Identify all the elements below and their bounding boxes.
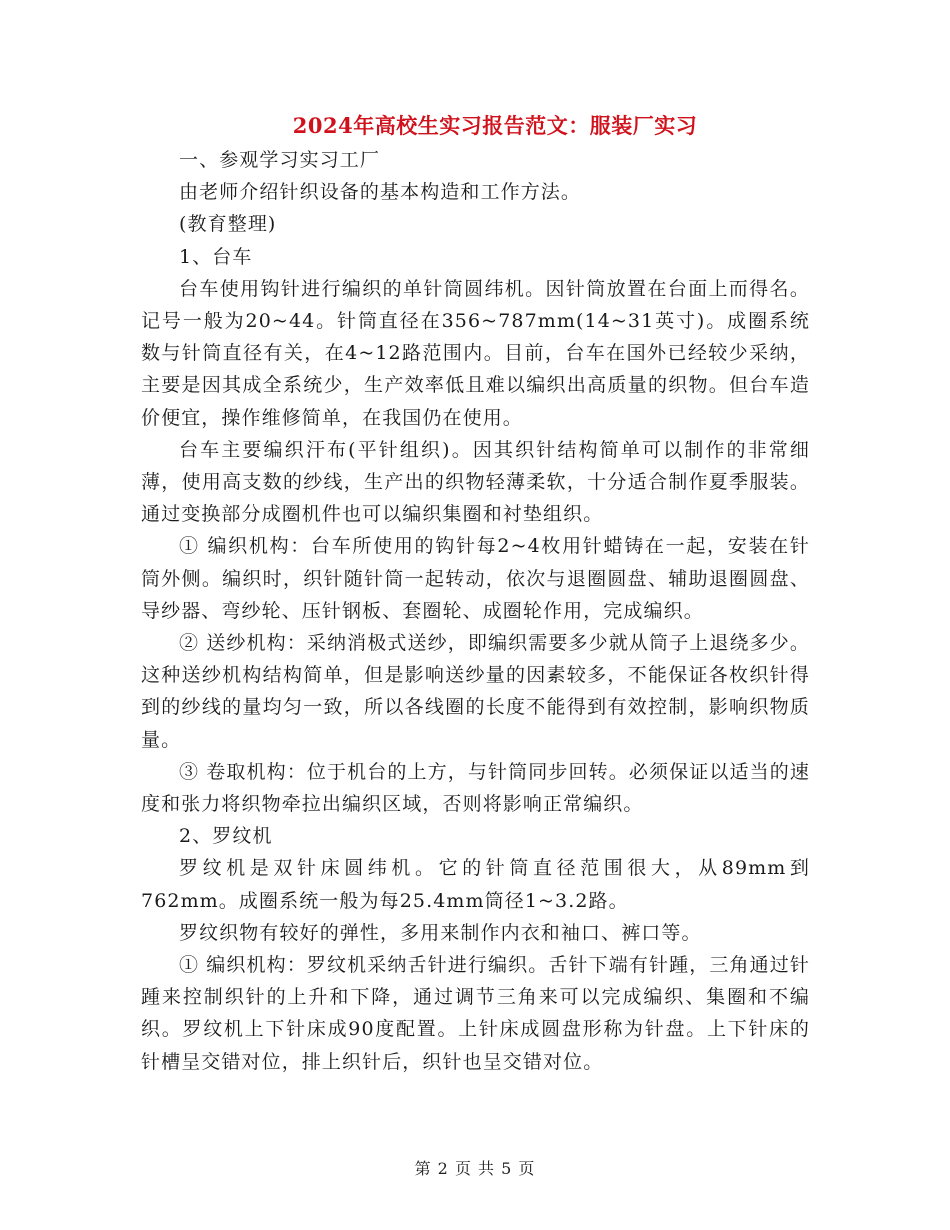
paragraph-taiche-fabric: 台车主要编织汗布(平针组织)。因其织针结构简单可以制作的非常细薄，使用高支数的纱线，生产出的织物轻薄柔软，十分适合制作夏季服装。通过变换部分成圈机件也可以编织集圈和衬垫组织。 [141, 438, 810, 526]
document-title: 2024年高校生实习报告范文：服装厂实习 [292, 113, 698, 138]
subheading-taiche: 1、台车 [179, 245, 253, 268]
subheading-rib-machine: 2、罗纹机 [179, 825, 273, 848]
paragraph-source-note: (教育整理) [179, 213, 277, 236]
section-heading-visit: 一、参观学习实习工厂 [179, 149, 381, 171]
paragraph-rib-overview: 罗纹机是双针床圆纬机。它的针筒直径范围很大，从89mm到762mm。成圈系统一般为每25.4mm筒径1~3.2路。 [141, 857, 810, 912]
paragraph-taiche-knitting-mechanism: ① 编织机构：台车所使用的钩针每2~4枚用针蜡铸在一起，安装在针筒外侧。编织时，织针随针筒一起转动，依次与退圈圆盘、辅助退圈圆盘、导纱器、弯纱轮、压针钢板、套圈轮、成圈轮作用，完成编织。 [141, 535, 810, 622]
paragraph-taiche-take-down: ③ 卷取机构：位于机台的上方，与针筒同步回转。必须保证以适当的速度和张力将织物牵拉出编织区域，否则将影响正常编织。 [141, 760, 810, 816]
document-body [141, 144, 810, 1078]
page-footer: 第 2 页 共 5 页 [414, 1159, 536, 1178]
paragraph-rib-knitting-mechanism: ① 编织机构：罗纹机采纳舌针进行编织。舌针下端有针踵，三角通过针踵来控制织针的上升和下降，通过调节三角来可以完成编织、集圈和不编织。罗纹机上下针床成90度配置。上针床成圆盘形称为针盘。上下针床的针槽呈交错对位，排上织针后，织针也呈交错对位。 [141, 954, 810, 1073]
paragraph-intro: 由老师介绍针织设备的基本构造和工作方法。 [179, 181, 582, 204]
paragraph-taiche-overview: 台车使用钩针进行编织的单针筒圆纬机。因针筒放置在台面上而得名。记号一般为20~44。针筒直径在356~787mm(14~31英寸)。成圈系统数与针筒直径有关，在4~12路范围内。目前，台车在国外已经较少采纳，主要是因其成全系统少，生产效率低且难以编织出高质量的织物。但台车造价便宜，操作维修简单，在我国仍在使用。 [141, 277, 810, 429]
paragraph-rib-fabric: 罗纹织物有较好的弹性，多用来制作内衣和袖口、裤口等。 [179, 921, 702, 944]
paragraph-taiche-yarn-feeding: ② 送纱机构：采纳消极式送纱，即编织需要多少就从筒子上退绕多少。这种送纱机构结构简单，但是影响送纱量的因素较多，不能保证各枚织针得到的纱线的量均匀一致，所以各线圈的长度不能得到有效控制，影响织物质量。 [141, 632, 810, 751]
